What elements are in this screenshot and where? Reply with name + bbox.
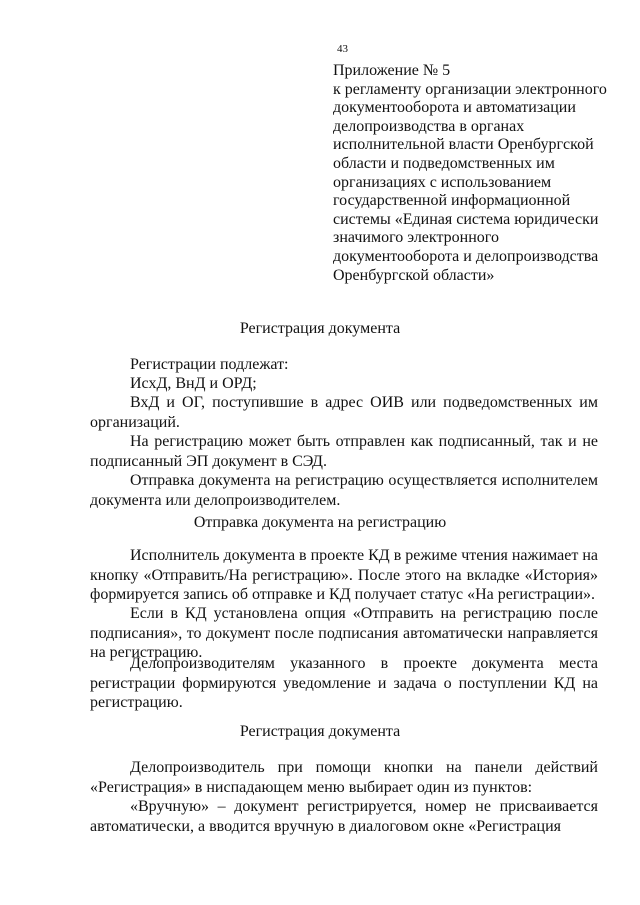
annex-line: исполнительной власти Оренбургской [333, 136, 594, 154]
annex-header [333, 62, 613, 285]
annex-line: документооборота и автоматизации [333, 99, 576, 117]
paragraph: Отправка документа на регистрацию осуществляется исполнителем документа или делопроизводителем. [90, 472, 598, 509]
annex-line: документооборота и делопроизводства [333, 247, 599, 265]
annex-line: системы «Единая система юридически [333, 210, 599, 228]
paragraph: На регистрацию может быть отправлен как подписанный, так и не подписанный ЭП документ в СЭД. [90, 433, 598, 470]
paragraph: Делопроизводителям указанного в проекте документа места регистрации формируются уведомление и задача о поступлении КД на регистрацию. [90, 655, 598, 711]
annex-line: делопроизводства в органах [333, 117, 525, 135]
section-heading: Регистрация документа [239, 320, 401, 337]
annex-line: значимого электронного [333, 229, 499, 247]
paragraph: ВхД и ОГ, поступившие в адрес ОИВ или подведомственных им организаций. [90, 394, 598, 431]
paragraph: Если в КД установлена опция «Отправить на регистрацию после подписания», то документ после подписания автоматически направляется на регистрацию. [90, 605, 598, 661]
paragraph: Регистрации подлежат: [130, 356, 289, 373]
annex-title: Приложение № 5 [333, 62, 451, 79]
page-number: 43 [337, 43, 348, 55]
paragraph: ИсхД, ВнД и ОРД; [130, 375, 257, 392]
paragraph: Исполнитель документа в проекте КД в режиме чтения нажимает на кнопку «Отправить/На регистрацию». После этого на вкладке «История» формируется запись об отправке и КД получает статус «На регистрации». [90, 547, 598, 603]
annex-line: государственной информационной [333, 192, 571, 210]
section-heading: Отправка документа на регистрацию [193, 514, 447, 531]
annex-line: организациях с использованием [333, 173, 552, 191]
annex-line: к регламенту организации электронного [333, 80, 607, 98]
paragraph: «Вручную» – документ регистрируется, номер не присваивается автоматически, а вводится вручную в диалоговом окне «Регистрация [90, 798, 598, 835]
annex-line: Оренбургской области» [333, 266, 495, 284]
section-heading: Регистрация документа [239, 723, 401, 740]
paragraph: Делопроизводитель при помощи кнопки на панели действий «Регистрация» в ниспадающем меню выбирает один из пунктов: [90, 759, 598, 796]
annex-line: области и подведомственных им [333, 154, 555, 172]
